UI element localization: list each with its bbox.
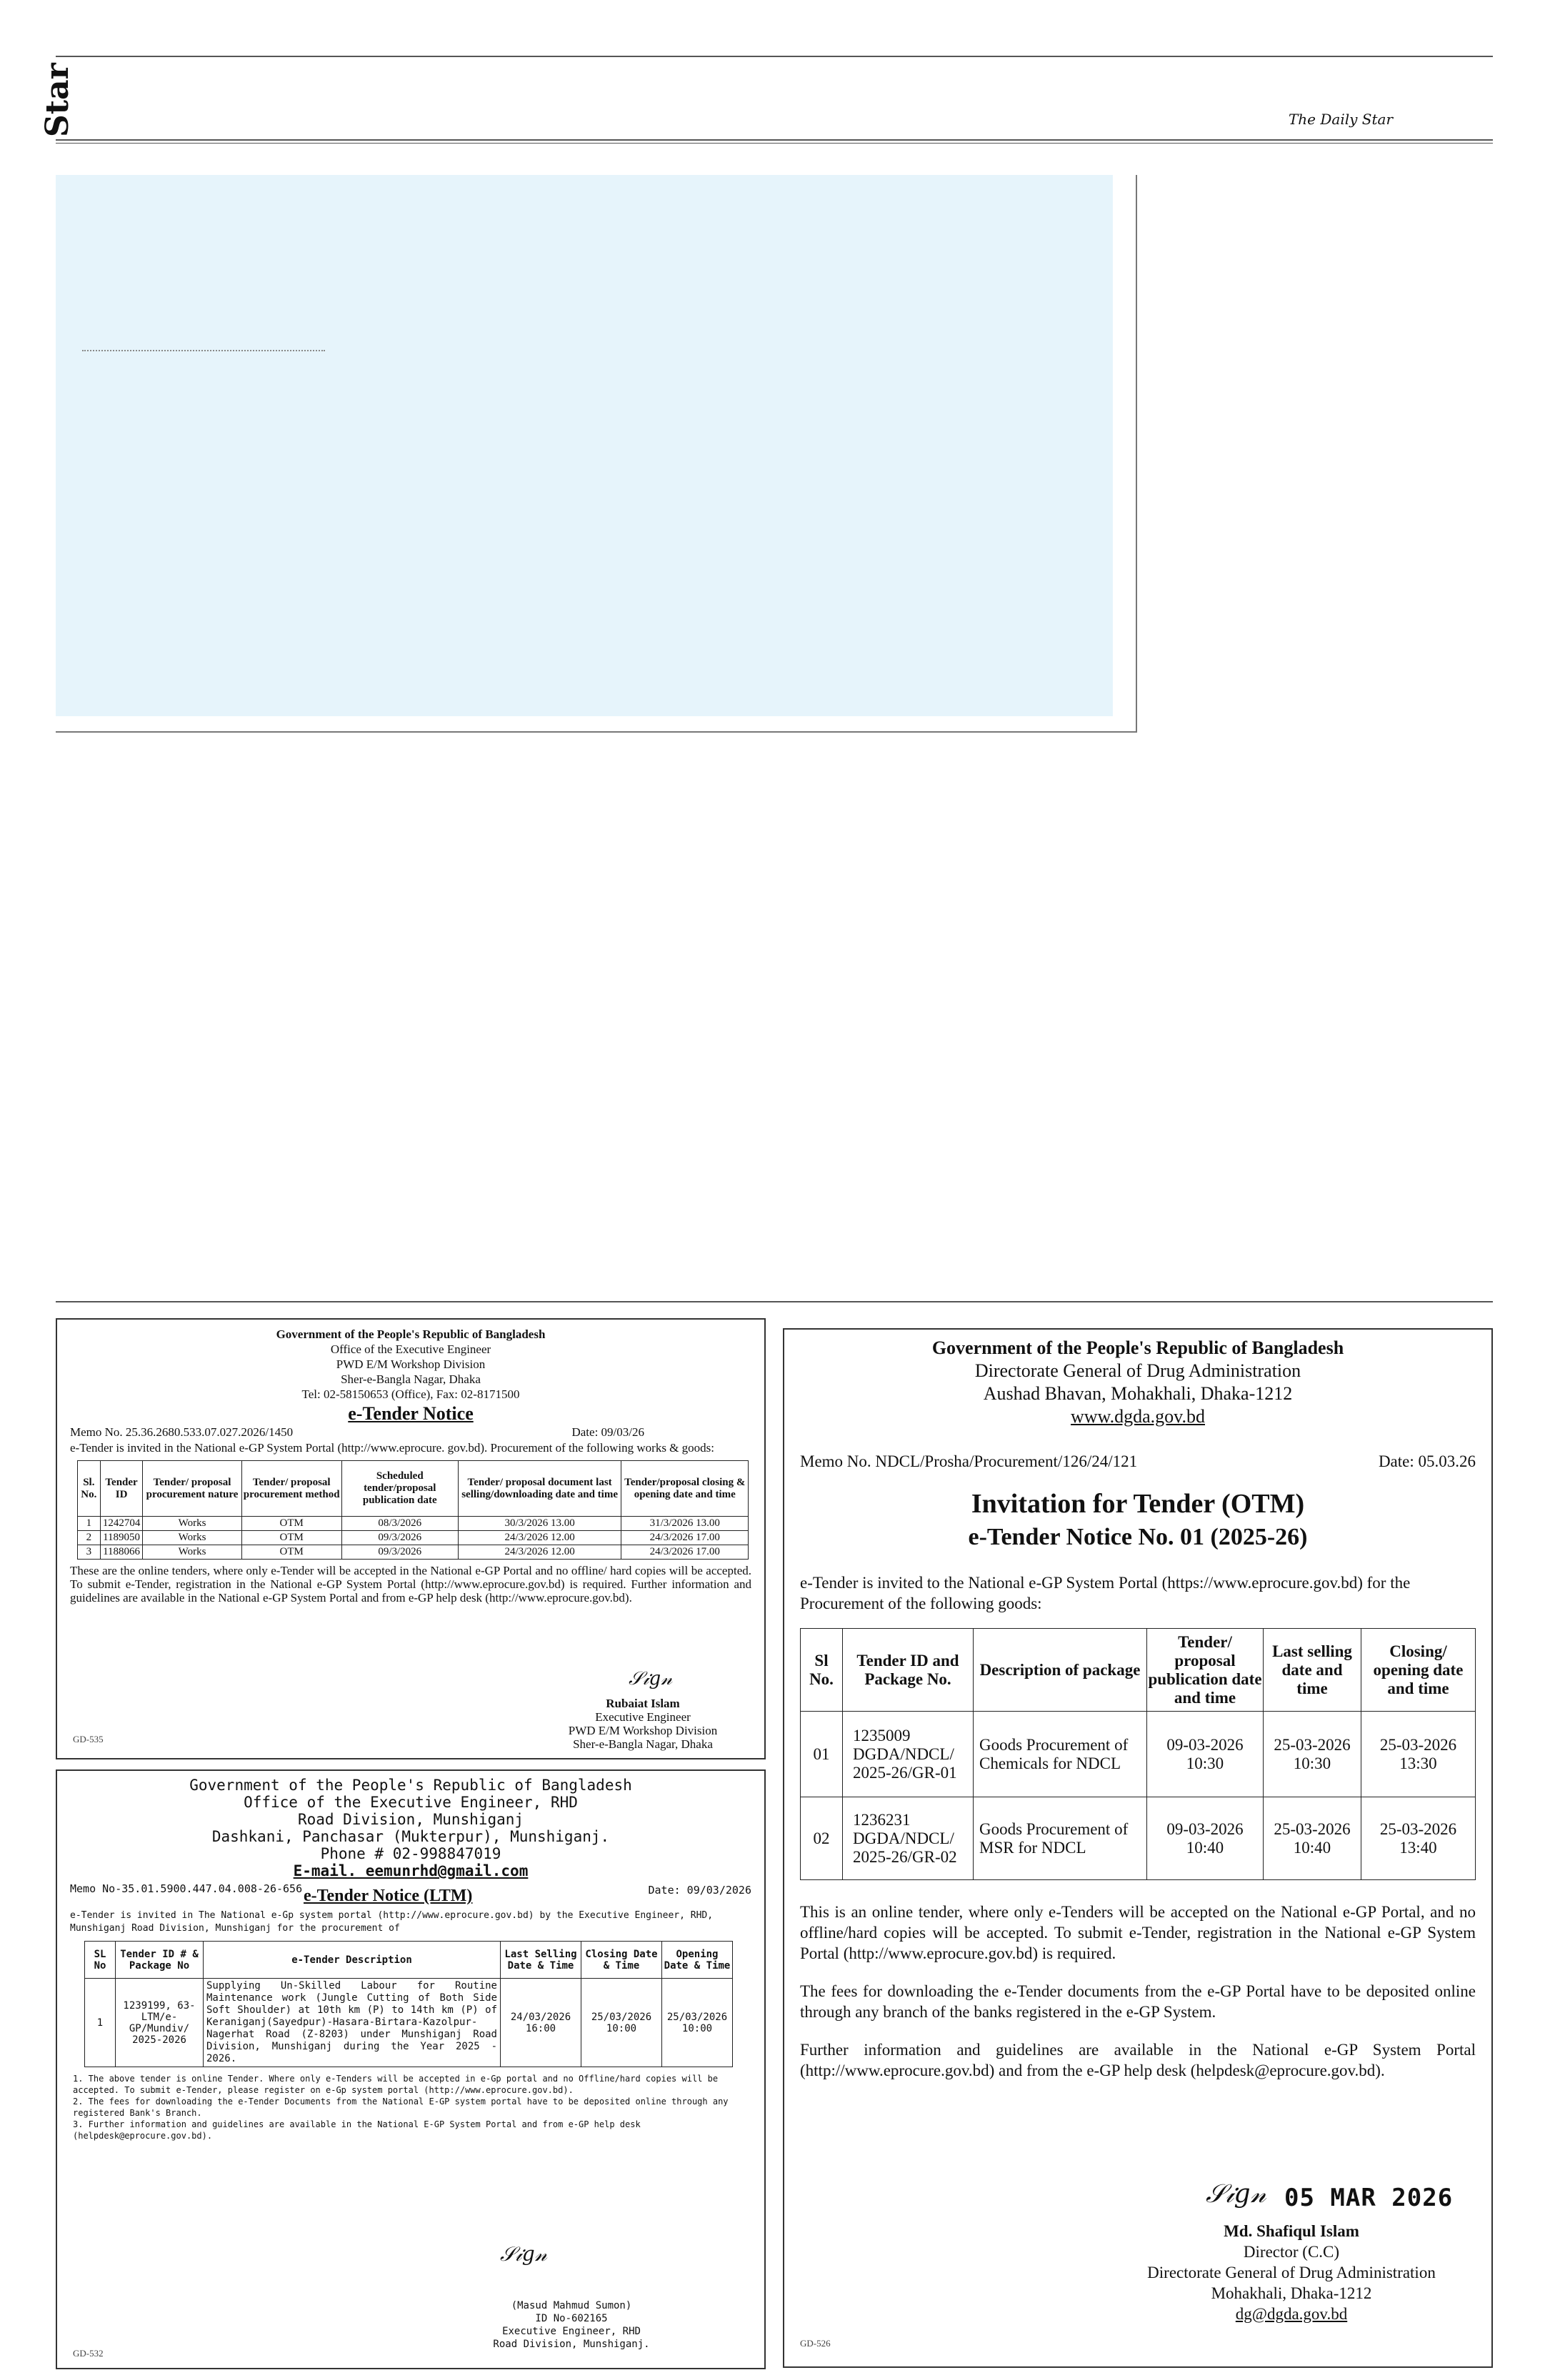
signer-line: Directorate General of Drug Administration xyxy=(1147,2264,1436,2281)
cell: Works xyxy=(143,1545,241,1560)
paragraph: This is an online tender, where only e-Tenders will be accepted on the National e-GP Portal, and no offline/hard copies will be accepted. To submit e-Tender, registration in the National e-GP System Portal (http://www.eprocure.gov.bd) is required. xyxy=(800,1903,1476,1962)
signer-line: Executive Engineer xyxy=(595,1710,691,1724)
ad-placeholder xyxy=(56,175,1113,716)
table-header: e-Tender Description xyxy=(204,1942,501,1979)
masthead-rule-2 xyxy=(56,143,1493,144)
cell: 25-03-2026 10:40 xyxy=(1264,1797,1361,1880)
table-row xyxy=(78,1517,749,1531)
cell: 24/3/2026 12.00 xyxy=(458,1531,621,1545)
table-header: Tender ID and Package No. xyxy=(843,1629,974,1712)
memo-number: Memo No. 25.36.2680.533.07.027.2026/1450 xyxy=(70,1425,294,1439)
cell: 1 xyxy=(85,1979,116,2067)
header-line: Government of the People's Republic of Bangladesh xyxy=(931,1337,1344,1358)
footer-text: These are the online tenders, where only e-Tender will be accepted in the National e-GP Portal and no offline/ hard copies will be accepted. To submit e-Tender, registration in the National e-GP System Portal (http://www.eprocure.gov.bd) is required. Further information and guidelines are available in the National e-GP System Portal and from e-GP help desk (http://www.eprocure.gov.bd). xyxy=(70,1564,751,1605)
table-header: Description of package xyxy=(974,1629,1147,1712)
top-rule xyxy=(56,56,1493,57)
star-logo: Star xyxy=(39,63,76,137)
notice-date: Date: 09/03/2026 xyxy=(648,1884,751,1897)
header-line: Aushad Bhavan, Mohakhali, Dhaka-1212 xyxy=(983,1383,1293,1404)
cell: 1188066 xyxy=(100,1545,143,1560)
cell: 25/03/2026 10:00 xyxy=(662,1979,733,2067)
header-line: Government of the People's Republic of Bangladesh xyxy=(189,1777,632,1794)
masthead-title: The Daily Star xyxy=(1288,111,1393,128)
header-line: Government of the People's Republic of Bangladesh xyxy=(276,1327,546,1341)
date-stamp: 05 MAR 2026 xyxy=(1284,2184,1454,2212)
signer-email: dg@dgda.gov.bd xyxy=(1235,2305,1348,2323)
tender-table xyxy=(84,1941,733,2067)
header-line: PWD E/M Workshop Division xyxy=(336,1357,486,1371)
note: 1. The above tender is online Tender. Where only e-Tenders will be accepted in e-Gp portal and no Offline/hard copies will be accepted. To submit e-Tender, please register on e-Gp system portal (http://www.eprocure.gov.bd). xyxy=(73,2074,719,2095)
table-header: Sl. No. xyxy=(78,1461,101,1517)
cell: 25-03-2026 13:30 xyxy=(1361,1712,1476,1797)
table-row xyxy=(78,1531,749,1545)
cell: Works xyxy=(143,1531,241,1545)
ad-frame-right xyxy=(1136,175,1137,732)
cell: 25-03-2026 10:30 xyxy=(1264,1712,1361,1797)
notice-title: e-Tender Notice xyxy=(348,1403,474,1424)
header-line: Office of the Executive Engineer, RHD xyxy=(244,1794,578,1811)
cell: 24/3/2026 17.00 xyxy=(621,1531,749,1545)
memo-number: Memo No. NDCL/Prosha/Procurement/126/24/121 xyxy=(800,1452,1138,1470)
cell: 09-03-2026 10:40 xyxy=(1147,1797,1264,1880)
cell: 3 xyxy=(78,1545,101,1560)
intro-text: e-Tender is invited in the National e-GP System Portal (http://www.eprocure. gov.bd). Procurement of the following works & goods: xyxy=(70,1441,714,1455)
notice-date: Date: 09/03/26 xyxy=(571,1425,644,1439)
signature: 𝒮𝒾𝑔𝓃 xyxy=(500,2242,547,2266)
signer-name: Rubaiat Islam xyxy=(606,1697,680,1710)
intro-text: e-Tender is invited to the National e-GP System Portal (https://www.eprocure.gov.bd) for the Procurement of the following goods: xyxy=(800,1574,1411,1612)
gd-code: GD-532 xyxy=(73,2348,104,2359)
table-header: Tender/ proposal publication date and time xyxy=(1147,1629,1264,1712)
cell: OTM xyxy=(241,1531,341,1545)
notice-title: Invitation for Tender (OTM) xyxy=(971,1489,1305,1519)
cell: Goods Procurement of MSR for NDCL xyxy=(974,1797,1147,1880)
section-rule xyxy=(56,1301,1493,1302)
table-header: Tender ID # & Package No xyxy=(116,1942,204,1979)
signer-line: ID No-602165 xyxy=(535,2313,608,2324)
cell: 2 xyxy=(78,1531,101,1545)
ad-frame-bottom xyxy=(56,731,1137,733)
note: 3. Further information and guidelines are available in the National E-GP System Portal and from e-GP help desk (helpdesk@eprocure.gov.bd). xyxy=(73,2119,641,2141)
gd-code: GD-526 xyxy=(800,2338,831,2349)
cell: Works xyxy=(143,1517,241,1531)
signer-line: Mohakhali, Dhaka-1212 xyxy=(1211,2284,1372,2302)
dotted-line xyxy=(82,350,325,351)
notice-pwd xyxy=(56,1318,766,1759)
signer-line: Road Division, Munshiganj. xyxy=(493,2339,650,2350)
memo-number: Memo No-35.01.5900.447.04.008-26-656 xyxy=(70,1882,303,1895)
cell: 09-03-2026 10:30 xyxy=(1147,1712,1264,1797)
signer-line: Director (C.C) xyxy=(1243,2243,1340,2261)
notice-date: Date: 05.03.26 xyxy=(1378,1452,1476,1470)
cell: 09/3/2026 xyxy=(341,1545,458,1560)
header-line: Phone # 02-998847019 xyxy=(320,1845,501,1862)
cell: 08/3/2026 xyxy=(341,1517,458,1531)
table-header: Tender/ proposal document last selling/downloading date and time xyxy=(458,1461,621,1517)
cell: 31/3/2026 13.00 xyxy=(621,1517,749,1531)
table-header: Tender ID xyxy=(100,1461,143,1517)
header-line: Directorate General of Drug Administration xyxy=(974,1360,1301,1381)
cell: 1236231 DGDA/NDCL/ 2025-26/GR-02 xyxy=(843,1797,974,1880)
table-row xyxy=(801,1797,1476,1880)
header-line: Office of the Executive Engineer xyxy=(330,1342,491,1356)
table-header: Tender/ proposal procurement nature xyxy=(143,1461,241,1517)
cell: 1 xyxy=(78,1517,101,1531)
table-header: Scheduled tender/proposal publication date xyxy=(341,1461,458,1517)
cell: 1239199, 63-LTM/e-GP/Mundiv/ 2025-2026 xyxy=(116,1979,204,2067)
cell: 24/03/2026 16:00 xyxy=(501,1979,581,2067)
signer-name: (Masud Mahmud Sumon) xyxy=(511,2300,632,2311)
header-line: Sher-e-Bangla Nagar, Dhaka xyxy=(341,1372,481,1386)
table-header: Last Selling Date & Time xyxy=(501,1942,581,1979)
cell: 1235009 DGDA/NDCL/ 2025-26/GR-01 xyxy=(843,1712,974,1797)
table-row xyxy=(85,1979,733,2067)
notice-title: e-Tender Notice (LTM) xyxy=(304,1887,473,1905)
header-line: Tel: 02-58150653 (Office), Fax: 02-8171500 xyxy=(301,1387,520,1401)
header-line: Dashkani, Panchasar (Mukterpur), Munshiganj. xyxy=(211,1828,610,1845)
cell: 1189050 xyxy=(100,1531,143,1545)
website: www.dgda.gov.bd xyxy=(1071,1406,1205,1427)
intro-text: e-Tender is invited in The National e-Gp system portal (http://www.eprocure.gov.bd) by the Executive Engineer, RHD, Munshiganj Road Division, Munshiganj for the procurement of xyxy=(70,1910,714,1934)
paragraph: The fees for downloading the e-Tender documents from the e-GP Portal have to be deposited online through any branch of the banks registered in the e-GP System. xyxy=(800,1982,1476,2021)
signer-name: Md. Shafiqul Islam xyxy=(1224,2222,1359,2240)
table-header: Opening Date & Time xyxy=(662,1942,733,1979)
cell: OTM xyxy=(241,1517,341,1531)
table-header: SL No xyxy=(85,1942,116,1979)
notice-subtitle: e-Tender Notice No. 01 (2025-26) xyxy=(968,1524,1308,1550)
email: E-mail. eemunrhd@gmail.com xyxy=(293,1862,529,1879)
cell: 24/3/2026 12.00 xyxy=(458,1545,621,1560)
table-header: Sl No. xyxy=(801,1629,843,1712)
cell: 25-03-2026 13:40 xyxy=(1361,1797,1476,1880)
cell: Supplying Un-Skilled Labour for Routine Maintenance work (Jungle Cutting of Both Side Soft Shoulder) at 10th km (P) to 14th km (P) of Keraniganj(Sayedpur)-Hasara-Birtara-Kazolpur-Nagerhat Road (Z-8203) under Munshiganj Road Division, Munshiganj during the Year 2025 - 2026. xyxy=(204,1979,501,2067)
gd-code: GD-535 xyxy=(73,1734,104,1744)
tender-table xyxy=(800,1628,1476,1880)
table-header: Tender/proposal closing & opening date and time xyxy=(621,1461,749,1517)
header-line: Road Division, Munshiganj xyxy=(297,1811,524,1828)
signature: 𝒮𝒾𝑔𝓃 xyxy=(1206,2179,1266,2209)
tender-table xyxy=(77,1460,749,1560)
table-header: Closing Date & Time xyxy=(581,1942,662,1979)
paragraph: Further information and guidelines are available in the National e-GP System Portal (http://www.eprocure.gov.bd) and from the e-GP help desk (helpdesk@eprocure.gov.bd). xyxy=(800,2041,1476,2079)
signer-line: Executive Engineer, RHD xyxy=(502,2326,641,2337)
masthead-rule xyxy=(56,139,1493,141)
cell: 30/3/2026 13.00 xyxy=(458,1517,621,1531)
table-header: Last selling date and time xyxy=(1264,1629,1361,1712)
cell: Goods Procurement of Chemicals for NDCL xyxy=(974,1712,1147,1797)
cell: 24/3/2026 17.00 xyxy=(621,1545,749,1560)
table-row xyxy=(801,1712,1476,1797)
cell: 25/03/2026 10:00 xyxy=(581,1979,662,2067)
cell: 09/3/2026 xyxy=(341,1531,458,1545)
signer-line: PWD E/M Workshop Division xyxy=(568,1724,718,1737)
note: 2. The fees for downloading the e-Tender Documents from the National E-GP system portal have to be deposited online through any registered Bank's Branch. xyxy=(73,2097,729,2118)
cell: 01 xyxy=(801,1712,843,1797)
table-row xyxy=(78,1545,749,1560)
notice-rhd xyxy=(56,1769,766,2369)
table-header: Tender/ proposal procurement method xyxy=(241,1461,341,1517)
signature: 𝒮𝒾𝑔𝓃 xyxy=(629,1668,673,1689)
signer-line: Sher-e-Bangla Nagar, Dhaka xyxy=(573,1737,713,1751)
table-header: Closing/ opening date and time xyxy=(1361,1629,1476,1712)
notice-dgda xyxy=(783,1328,1493,2368)
cell: 02 xyxy=(801,1797,843,1880)
cell: 1242704 xyxy=(100,1517,143,1531)
cell: OTM xyxy=(241,1545,341,1560)
